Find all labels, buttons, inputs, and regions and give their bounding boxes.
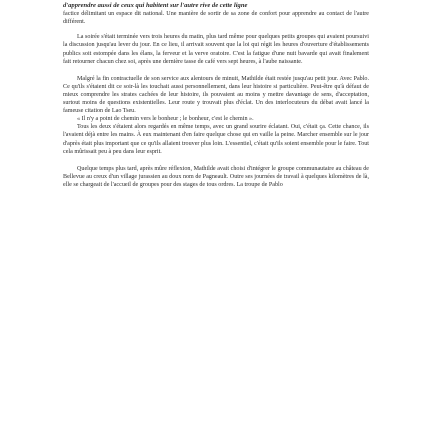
paragraph-6: Quelque temps plus tard, après mûre réflexion, Mathilde avait choisi d'intégrer le groupe communautaire au château de Bellevue au creux d'un village jurassien au doux nom de Pagneault. Outre ses journées de travail à quelques kilomètres de là, elle se chargeait de l'accueil de groupes pour des stages de tous ordres. La troupe de Pablo	[63, 165, 369, 188]
paragraph-spacer	[63, 26, 369, 33]
paragraph-spacer	[63, 156, 369, 165]
paragraph-spacer	[63, 66, 369, 75]
continued-line: d'apprendre aussi de ceux qui habitent sur l'autre rive de cette ligne	[63, 2, 248, 9]
paragraph-1: factice délimitant un espace dit national. Une manière de sortir de sa zone de confort pour apprendre au contact de l'autre différent.	[63, 11, 369, 26]
paragraph-2: La soirée s'était terminée vers trois heures du matin, plus tard même pour quelques petits groupes qui avaient poursuivi la discussion jusqu'au lever du jour. En ce lieu, il arrivait souvent que la loi qui régit les heures d'ouverture d'établissements publics soit estompée dans les élans, la ferveur et la verve oratoire. C'est la fatigue d'une nuit bavarde qui avait finalement fait retourner chacun chez soi, après une dernière tasse de café vers sept heures, à l'aube naissante.	[63, 34, 369, 65]
quote-paragraph: « Il n'y a point de chemin vers le bonheur ; le bonheur, c'est le chemin ».	[77, 116, 254, 123]
paragraph-5: Tous les deux s'étaient alors regardés en même temps, avec un grand sourire éclatant. Oui, c'était ça. Cette chance, ils l'avaient déjà entre les mains. À eux maintenant d'en faire quelque chose qui en vaille la peine. Marcher ensemble sur le jour d'après était plus important que ce qu'ils allaient trouver plus loin. L'essentiel, c'était qu'ils soient ensemble pour le faire. Tout cela mûrissait peu à peu dans leur esprit.	[63, 124, 369, 155]
paragraph-3: Malgré la fin contractuelle de son service aux alentours de minuit, Mathilde était restée jusqu'au petit jour. Avec Pablo. Ce qu'ils s'étaient dit ce soir-là les touchait aussi personnellement, dans leur histoire si particulière. Peut-être qu'à défaut de mieux comprendre les strates cachées de leur histoire, ils pouvaient au moins y mettre davantage de sens, d'acceptation, surtout moins de questions existentielles. Leur route y trouvait plus d'éclat. Un des interlocuteurs du débat avait lancé la fameuse citation de Lao Tseu.	[63, 75, 369, 115]
